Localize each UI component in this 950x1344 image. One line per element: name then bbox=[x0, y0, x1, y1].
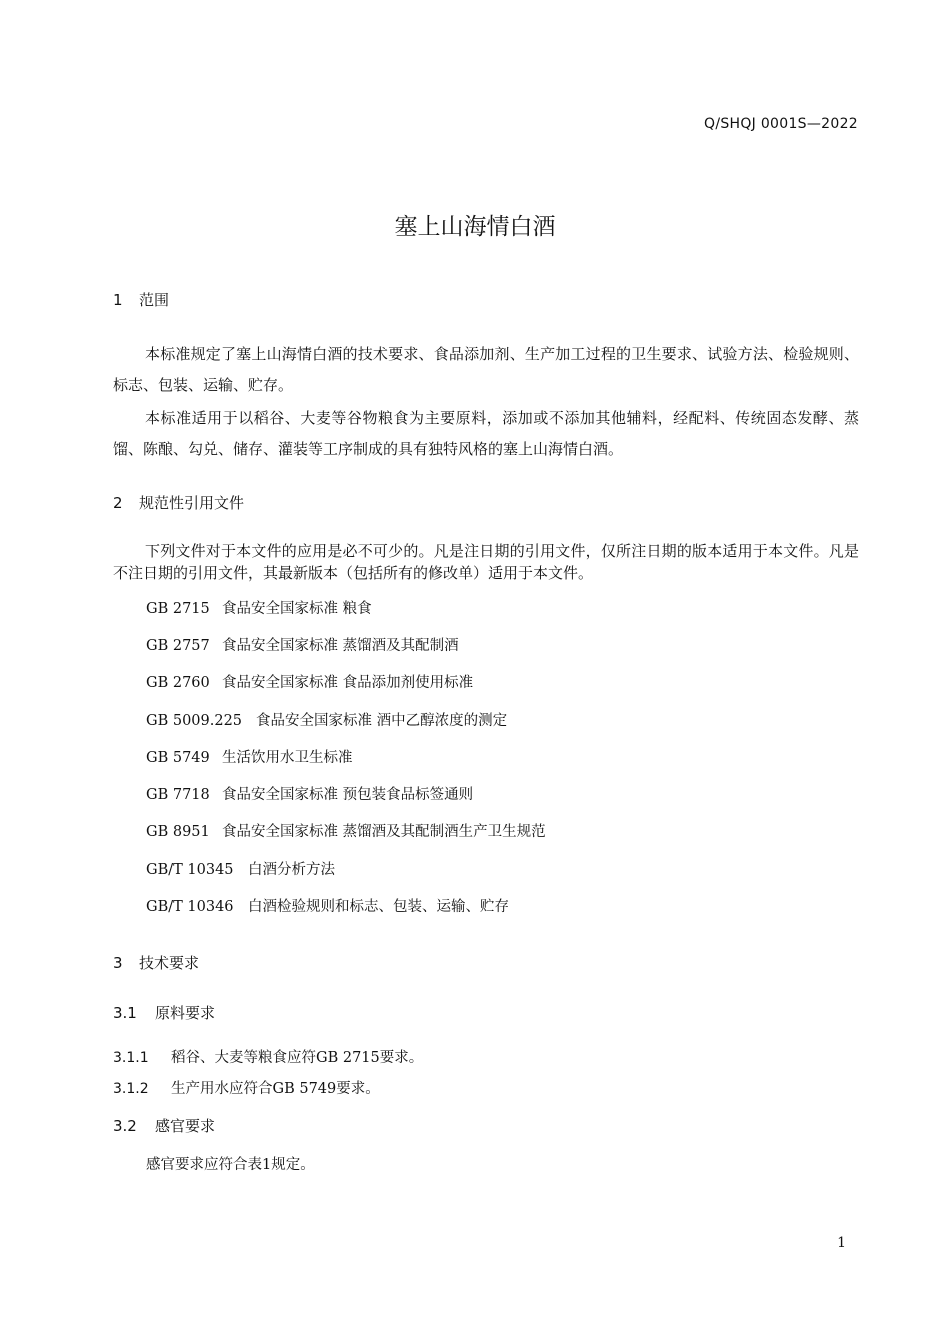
sensory-requirement-text: 感官要求应符合表1规定。 bbox=[146, 1157, 315, 1173]
section-number: 3.1 bbox=[113, 1004, 137, 1022]
reference-item bbox=[146, 783, 473, 804]
section-title: 技术要求 bbox=[139, 954, 200, 972]
reference-item bbox=[146, 858, 335, 879]
reference-code: GB 2760 bbox=[146, 675, 210, 691]
reference-code: GB 2757 bbox=[146, 638, 210, 654]
reference-name: 白酒分析方法 bbox=[248, 862, 335, 878]
section-title: 感官要求 bbox=[155, 1117, 216, 1135]
section-title: 范围 bbox=[139, 291, 170, 309]
page-number: 1 bbox=[837, 1235, 846, 1251]
reference-name: 食品安全国家标准 预包装食品标签通则 bbox=[222, 787, 474, 803]
clause-number: 3.1.1 bbox=[113, 1050, 149, 1066]
clause-3-1-1 bbox=[113, 1046, 423, 1067]
reference-code: GB 7718 bbox=[146, 787, 210, 803]
document-title: 塞上山海情白酒 bbox=[394, 214, 556, 240]
reference-item bbox=[146, 634, 459, 655]
reference-code: GB 5009.225 bbox=[146, 713, 243, 729]
reference-name: 食品安全国家标准 蒸馏酒及其配制酒 bbox=[222, 638, 459, 654]
reference-name: 白酒检验规则和标志、包装、运输、贮存 bbox=[248, 899, 509, 915]
clause-number: 3.1.2 bbox=[113, 1081, 149, 1097]
section-title: 原料要求 bbox=[155, 1004, 216, 1022]
section-2-heading bbox=[113, 492, 244, 513]
clause-3-1-2 bbox=[113, 1077, 380, 1098]
references-intro: 下列文件对于本文件的应用是必不可少的。凡是注日期的引用文件，仅所注日期的版本适用于本文件。凡是不注日期的引用文件，其最新版本（包括所有的修改单）适用于本文件。 bbox=[113, 542, 859, 582]
reference-name: 食品安全国家标准 蒸馏酒及其配制酒生产卫生规范 bbox=[222, 824, 546, 840]
reference-item bbox=[146, 709, 507, 730]
section-number: 2 bbox=[113, 494, 123, 512]
section-title: 规范性引用文件 bbox=[139, 494, 245, 512]
section-number: 3 bbox=[113, 954, 123, 972]
reference-item bbox=[146, 895, 509, 916]
scope-paragraph-2: 本标准适用于以稻谷、大麦等谷物粮食为主要原料，添加或不添加其他辅料，经配料、传统固态发酵、蒸馏、陈酿、勾兑、储存、灌装等工序制成的具有独特风格的塞上山海情白酒。 bbox=[113, 409, 859, 458]
reference-code: GB 8951 bbox=[146, 824, 210, 840]
reference-name: 食品安全国家标准 粮食 bbox=[222, 601, 372, 617]
reference-item bbox=[146, 820, 546, 841]
section-number: 3.2 bbox=[113, 1117, 137, 1135]
reference-code: GB 2715 bbox=[146, 601, 210, 617]
scope-paragraph-1: 本标准规定了塞上山海情白酒的技术要求、食品添加剂、生产加工过程的卫生要求、试验方法、检验规则、标志、包装、运输、贮存。 bbox=[113, 345, 859, 394]
section-3-heading bbox=[113, 952, 199, 973]
clause-text: 生产用水应符合GB 5749要求。 bbox=[171, 1081, 380, 1097]
reference-code: GB/T 10345 bbox=[146, 862, 234, 878]
reference-name: 食品安全国家标准 酒中乙醇浓度的测定 bbox=[256, 713, 508, 729]
section-1-heading bbox=[113, 289, 169, 310]
reference-item bbox=[146, 597, 372, 618]
reference-name: 食品安全国家标准 食品添加剂使用标准 bbox=[222, 675, 474, 691]
reference-name: 生活饮用水卫生标准 bbox=[222, 750, 353, 766]
document-code: Q/SHQJ 0001S—2022 bbox=[704, 116, 858, 132]
section-3-1-heading bbox=[113, 1002, 215, 1023]
reference-item bbox=[146, 671, 473, 692]
reference-item bbox=[146, 746, 353, 767]
reference-code: GB 5749 bbox=[146, 750, 210, 766]
reference-code: GB/T 10346 bbox=[146, 899, 234, 915]
clause-text: 稻谷、大麦等粮食应符GB 2715要求。 bbox=[171, 1050, 424, 1066]
section-number: 1 bbox=[113, 291, 123, 309]
section-3-2-heading bbox=[113, 1115, 215, 1136]
